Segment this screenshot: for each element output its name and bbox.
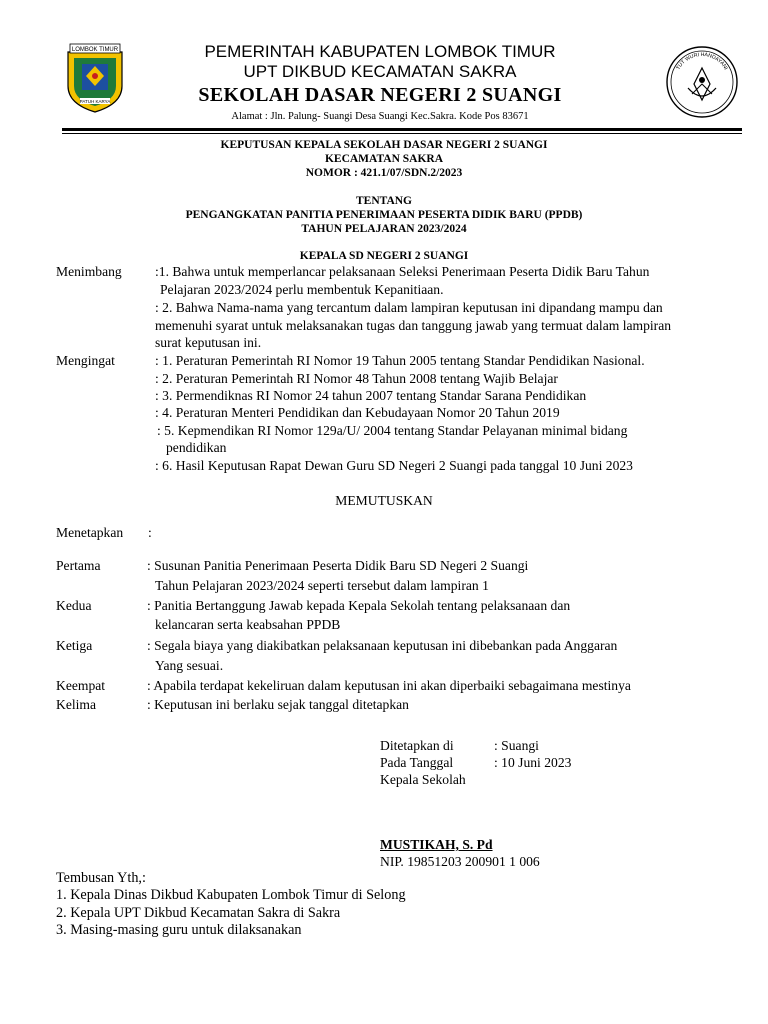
- menimbang-line: surat keputusan ini.: [155, 335, 262, 350]
- kelima-label: Kelima: [56, 697, 97, 712]
- ditetapkan-value: : Suangi: [494, 738, 539, 753]
- decree-issuer: KEPALA SD NEGERI 2 SUANGI: [299, 250, 469, 262]
- svg-text:LOMBOK TIMUR: LOMBOK TIMUR: [71, 47, 119, 53]
- letterhead-divider-thick: [62, 128, 742, 131]
- ketiga-text: Yang sesuai.: [155, 658, 224, 673]
- keempat-text: : Apabila terdapat kekeliruan dalam keputusan ini akan diperbaiki sebagaimana mestinya: [147, 678, 631, 693]
- tut-wuri-handayani-emblem-icon: [664, 44, 740, 120]
- mengingat-item-continuation: pendidikan: [166, 440, 227, 455]
- ditetapkan-label: Ditetapkan di: [380, 738, 454, 753]
- ketiga-text: : Segala biaya yang diakibatkan pelaksanaan keputusan ini dibebankan pada Anggaran: [147, 638, 618, 653]
- signer-name: MUSTIKAH, S. Pd: [380, 837, 493, 852]
- kedua-text: : Panitia Bertanggung Jawab kepada Kepala Sekolah tentang pelaksanaan dan: [147, 598, 571, 613]
- svg-text:TUT WURI HANDAYANI: TUT WURI HANDAYANI: [675, 51, 729, 72]
- ketiga-label: Ketiga: [56, 638, 93, 653]
- office-name: UPT DIKBUD KECAMATAN SAKRA: [243, 62, 517, 81]
- decree-number: NOMOR : 421.1/07/SDN.2/2023: [305, 167, 463, 179]
- mengingat-item: : 4. Peraturan Menteri Pendidikan dan Kebudayaan Nomor 20 Tahun 2019: [155, 405, 560, 420]
- signer-nip: NIP. 19851203 200901 1 006: [380, 854, 540, 869]
- menetapkan-label: Menetapkan: [56, 525, 124, 540]
- tanggal-label: Pada Tanggal: [380, 755, 454, 770]
- kedua-label: Kedua: [56, 598, 92, 613]
- svg-text:PATUH KARYA: PATUH KARYA: [79, 99, 111, 104]
- menimbang-line: :1. Bahwa untuk memperlancar pelaksanaan Seleksi Penerimaan Peserta Didik Baru Tahun: [155, 264, 650, 279]
- lombok-timur-emblem-icon: [64, 42, 126, 114]
- mengingat-item: : 1. Peraturan Pemerintah RI Nomor 19 Tahun 2005 tentang Standar Pendidikan Nasional.: [155, 353, 645, 368]
- tembusan-label: Tembusan Yth,:: [56, 870, 146, 886]
- menimbang-label: Menimbang: [56, 264, 122, 279]
- pertama-text: Tahun Pelajaran 2023/2024 seperti tersebut dalam lampiran 1: [155, 578, 489, 593]
- signer-position: Kepala Sekolah: [380, 772, 466, 787]
- decree-district: KECAMATAN SAKRA: [324, 153, 444, 165]
- mengingat-label: Mengingat: [56, 353, 115, 368]
- tembusan-item: 1. Kepala Dinas Dikbud Kabupaten Lombok Timur di Selong: [56, 887, 406, 903]
- mengingat-item: : 6. Hasil Keputusan Rapat Dewan Guru SD Negeri 2 Suangi pada tanggal 10 Juni 2023: [155, 458, 633, 473]
- decree-about-label: TENTANG: [355, 195, 413, 207]
- decree-subject-year: TAHUN PELAJARAN 2023/2024: [301, 223, 467, 235]
- memutuskan-heading: MEMUTUSKAN: [335, 493, 433, 508]
- school-name: SEKOLAH DASAR NEGERI 2 SUANGI: [198, 84, 562, 106]
- decree-subject: PENGANGKATAN PANITIA PENERIMAAN PESERTA DIDIK BARU (PPDB): [185, 209, 583, 221]
- menimbang-line: memenuhi syarat untuk melaksanakan tugas dan tanggung jawab yang termuat dalam lampiran: [155, 318, 672, 333]
- pertama-text: : Susunan Panitia Penerimaan Peserta Didik Baru SD Negeri 2 Suangi: [147, 558, 529, 573]
- tembusan-item: 3. Masing-masing guru untuk dilaksanakan: [56, 922, 302, 938]
- decree-title: KEPUTUSAN KEPALA SEKOLAH DASAR NEGERI 2 SUANGI: [220, 139, 548, 151]
- letterhead-divider-thin: [62, 133, 742, 134]
- mengingat-item: : 3. Permendiknas RI Nomor 24 tahun 2007 tentang Standar Sarana Pendidikan: [155, 388, 587, 403]
- mengingat-item: : 5. Kepmendikan RI Nomor 129a/U/ 2004 tentang Standar Pelayanan minimal bidang: [157, 423, 628, 438]
- kelima-text: : Keputusan ini berlaku sejak tanggal ditetapkan: [147, 697, 409, 712]
- kedua-text: kelancaran serta keabsahan PPDB: [155, 617, 341, 632]
- government-name: PEMERINTAH KABUPATEN LOMBOK TIMUR: [204, 42, 556, 61]
- tembusan-item: 2. Kepala UPT Dikbud Kecamatan Sakra di Sakra: [56, 905, 341, 921]
- menimbang-line: Pelajaran 2023/2024 perlu membentuk Kepanitiaan.: [160, 282, 444, 297]
- keempat-label: Keempat: [56, 678, 106, 693]
- menimbang-line: : 2. Bahwa Nama-nama yang tercantum dalam lampiran keputusan ini dipandang mampu dan: [155, 300, 663, 315]
- mengingat-item: : 2. Peraturan Pemerintah RI Nomor 48 Tahun 2008 tentang Wajib Belajar: [155, 371, 558, 386]
- pertama-label: Pertama: [56, 558, 101, 573]
- tanggal-value: : 10 Juni 2023: [494, 755, 572, 770]
- school-address: Alamat : Jln. Palung- Suangi Desa Suangi Kec.Sakra. Kode Pos 83671: [231, 111, 529, 122]
- menetapkan-colon: :: [148, 525, 152, 540]
